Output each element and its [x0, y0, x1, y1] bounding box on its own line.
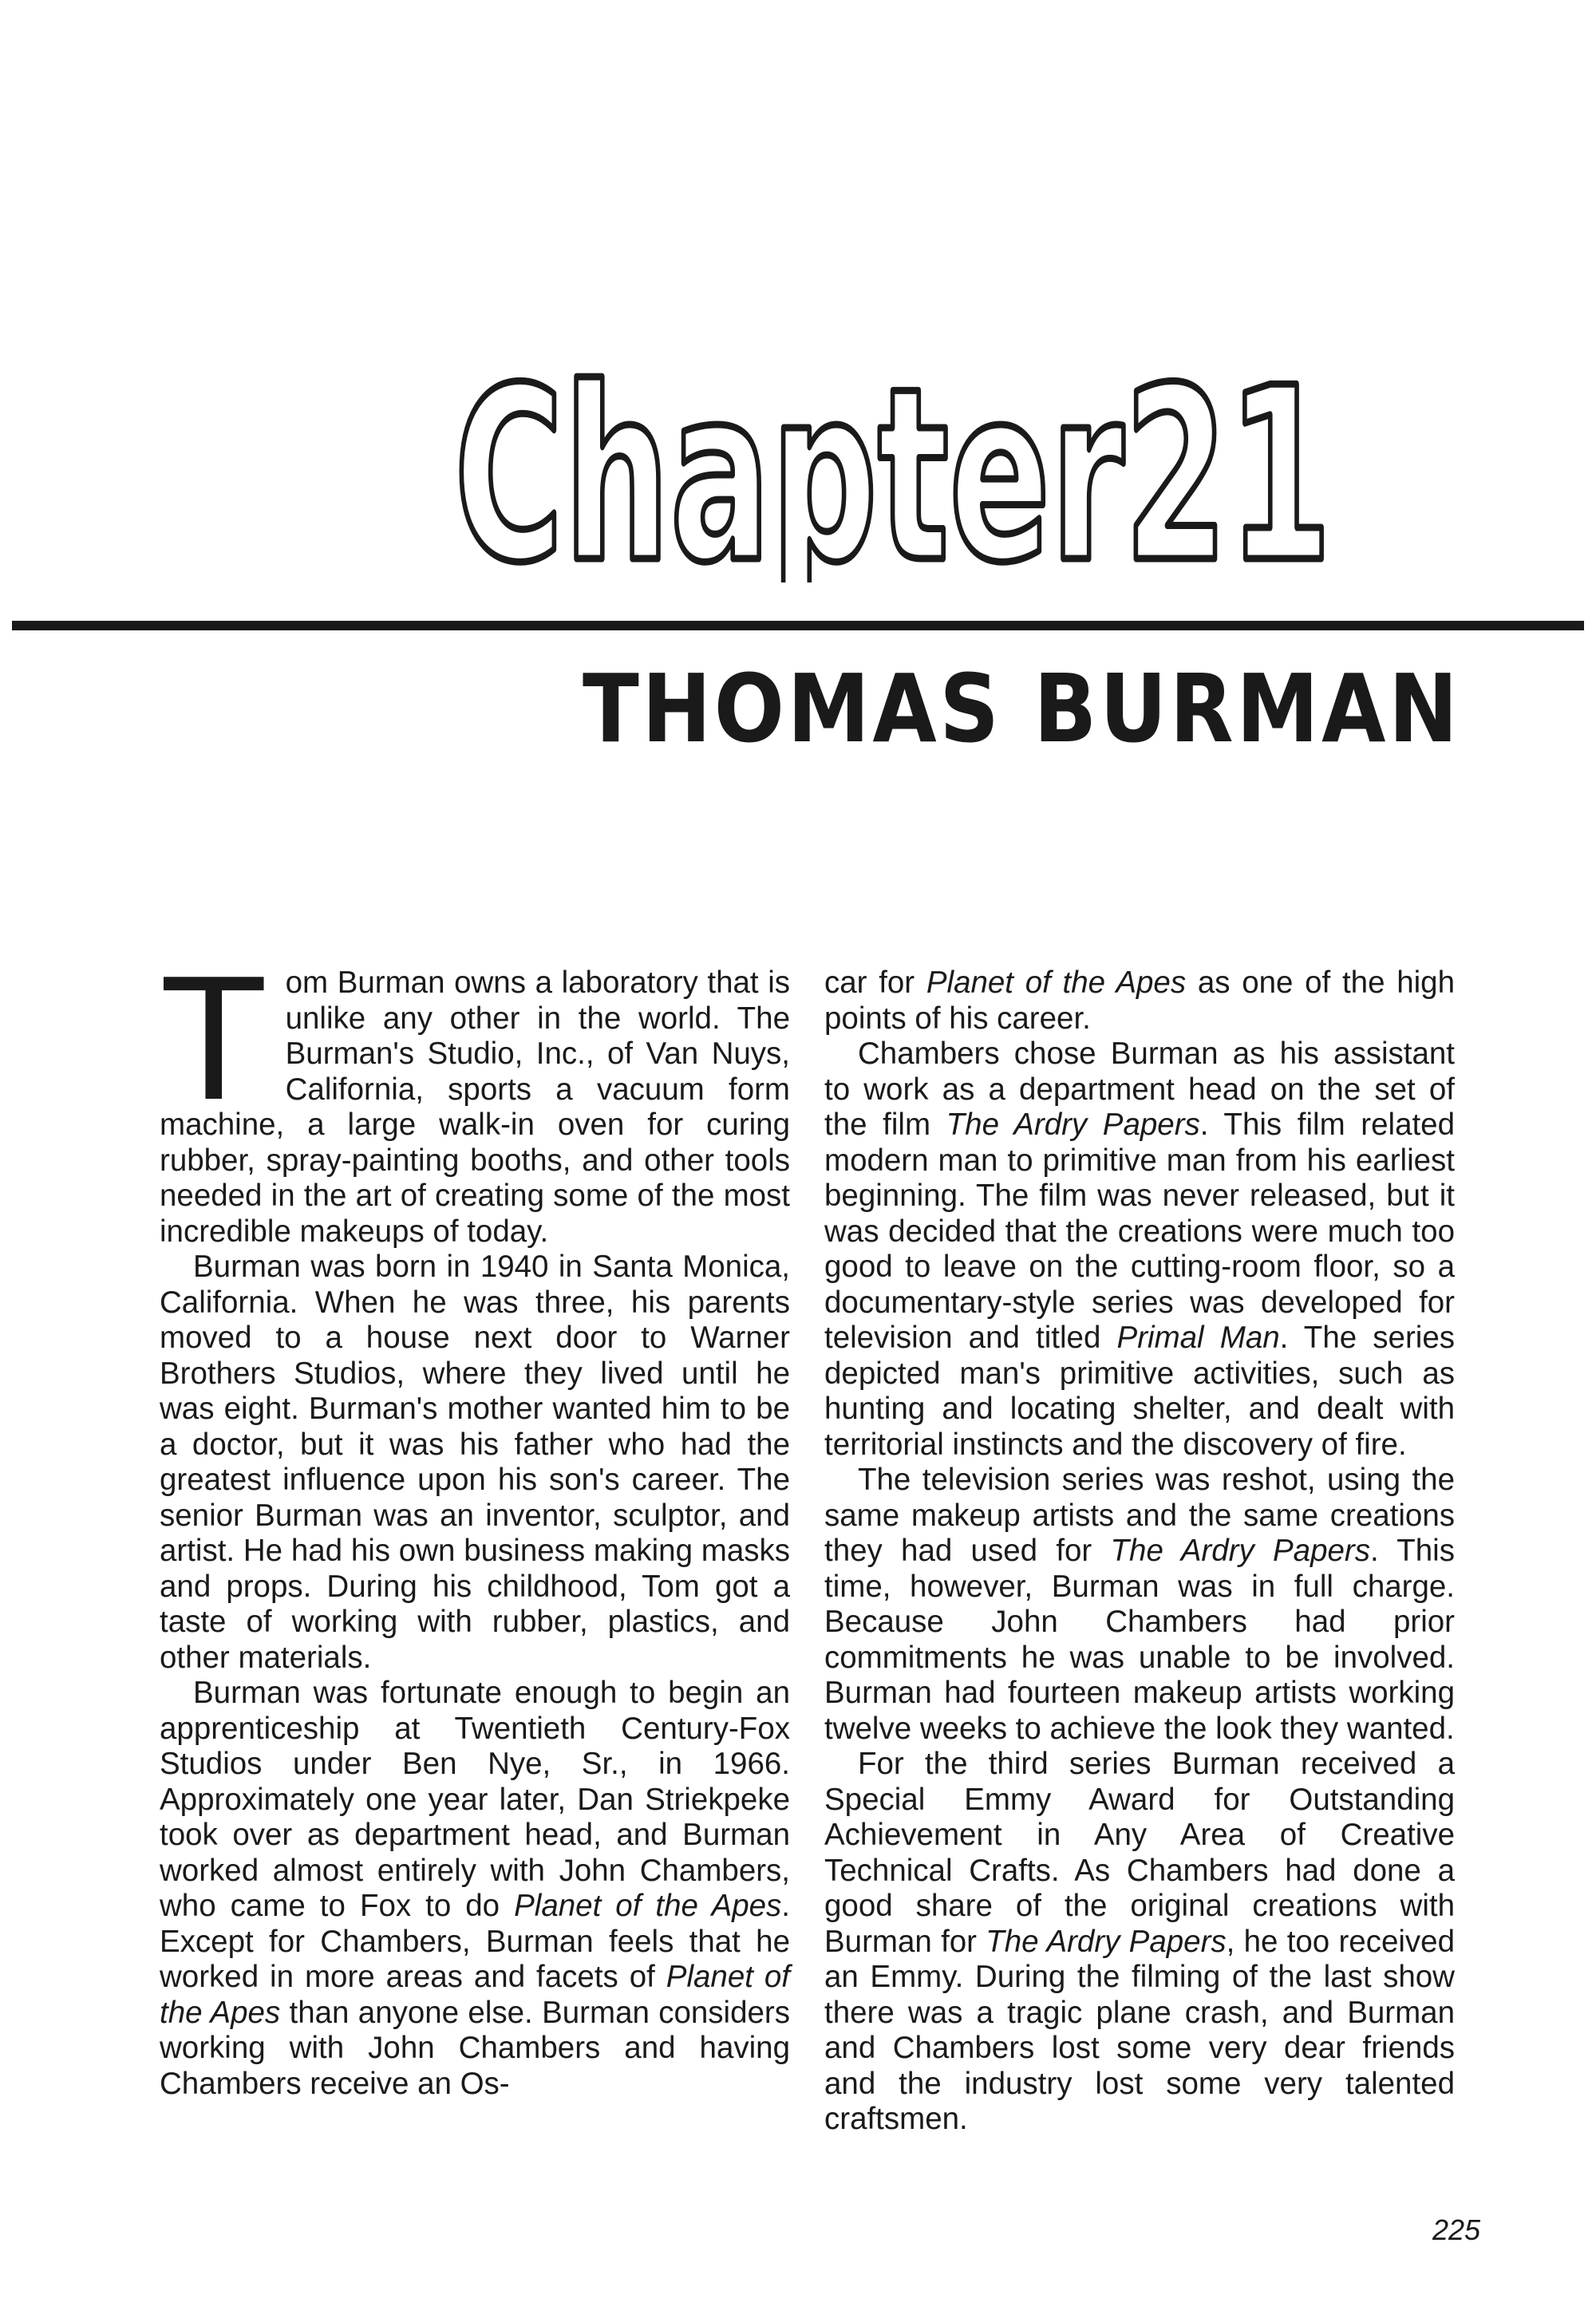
chapter-heading-logo — [451, 319, 1345, 582]
paragraph: The television series was reshot, using the same makeup artists and the same creations they had used for The Ardry Papers. This time, however, Burman was in full charge. Because John Chambers had prior commitments he was unable to be involved. Burman had fourteen makeup artists working twelve weeks to achieve the look they wanted. — [824, 1463, 1455, 1746]
left-column — [160, 939, 790, 2102]
page-number: 225 — [1432, 2213, 1481, 2246]
right-column — [824, 965, 1455, 2138]
paragraph: Tom Burman owns a laboratory that is unlike any other in the world. The Burman's Studio, Inc., of Van Nuys, California, sports a vacuum form machine, a large walk-in oven for curing rubber, spray-painting booths, and other tools needed in the art of creating some of the most incredible makeups of today. — [160, 939, 790, 1249]
paragraph: Burman was born in 1940 in Santa Monica, California. When he was three, his parents moved to a house next door to Warner Brothers Studios, where they lived until he was eight. Burman's mother wanted him to be a doctor, but it was his father who had the greatest influence upon his son's career. The senior Burman was an inventor, sculptor, and artist. He had his own business making masks and props. During his childhood, Tom got a taste of working with rubber, plastics, and other materials. — [160, 1250, 790, 1675]
paragraph: Chambers chose Burman as his assistant to work as a department head on the set of the film The Ardry Papers. This film related modern man to primitive man from his earliest beginning. The film was never released, but it was decided that the creations were much too good to leave on the cutting-room floor, so a documentary-style series was developed for television and titled Primal Man. The series depicted man's primitive activities, such as hunting and locating shelter, and dealt with territorial instincts and the discovery of fire. — [824, 1037, 1455, 1462]
title-rule — [12, 621, 1584, 630]
subject-title: THOMAS BURMAN — [583, 654, 1461, 764]
paragraph: car for Planet of the Apes as one of the high points of his career. — [824, 965, 1455, 1036]
drop-cap: T — [160, 939, 268, 1137]
paragraph: For the third series Burman received a Special Emmy Award for Outstanding Achievement in Any Area of Creative Technical Crafts. As Chambers had done a good share of the original creations with Burman for The Ardry Papers, he too received an Emmy. During the filming of the last show there was a tragic plane crash, and Burman and Chambers lost some very dear friends and the industry lost some very talented craftsmen. — [824, 1747, 1455, 2136]
chapter-heading — [451, 319, 1345, 582]
paragraph: Burman was fortunate enough to begin an apprenticeship at Twentieth Century-Fox Studios under Ben Nye, Sr., in 1966. Approximately one year later, Dan Striekpeke took over as department head, and Burman worked almost entirely with John Chambers, who came to Fox to do Planet of the Apes. Except for Chambers, Burman feels that he worked in more areas and facets of Planet of the Apes than anyone else. Burman considers working with John Chambers and having Chambers receive an Os- — [160, 1676, 790, 2101]
chapter-heading-text: Chapt 2 — [454, 337, 1291, 582]
